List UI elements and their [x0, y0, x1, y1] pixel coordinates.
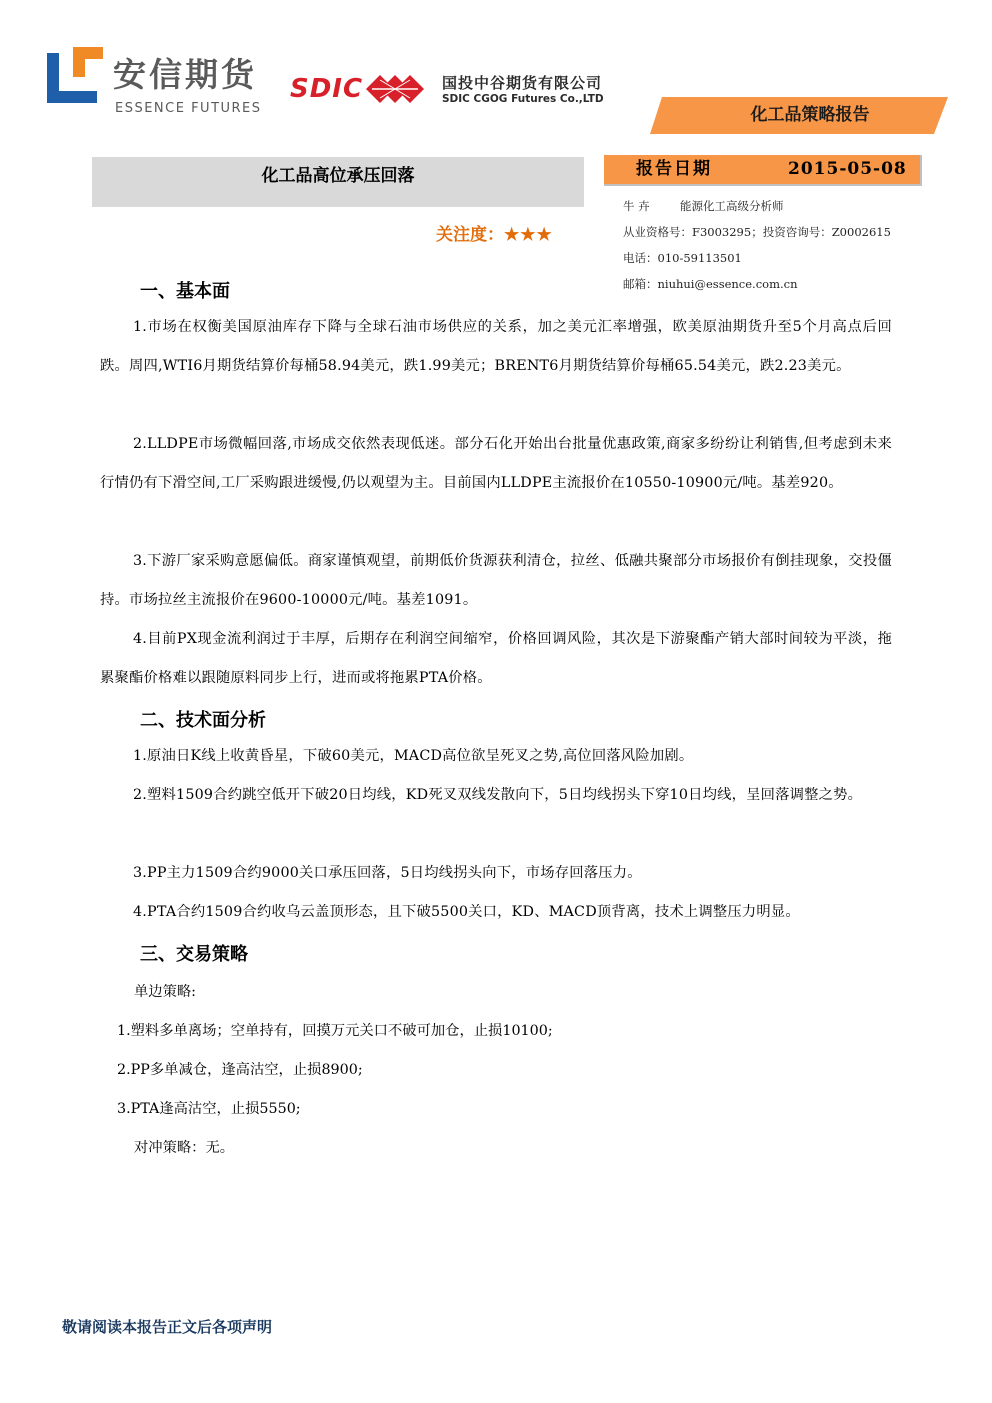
section-heading-technical: 二、技术面分析	[140, 710, 266, 731]
sdic-logo	[290, 72, 620, 112]
technical-paragraph-1	[100, 737, 892, 776]
technical-paragraph-2	[100, 776, 892, 815]
fundamentals-paragraph-4	[100, 620, 892, 698]
report-type-banner	[650, 97, 948, 134]
analyst-cert: 从业资格号：F3003295；投资咨询号：Z0002615	[623, 225, 891, 239]
attention-label: 关注度：	[436, 225, 504, 245]
report-date-label: 报告日期	[636, 159, 712, 179]
analyst-name: 牛 卉	[623, 199, 650, 213]
star-icon: ★★★	[504, 225, 553, 245]
strategy-item: 1.塑料多单离场；空单持有，回摸万元关口不破可加仓，止损10100;	[117, 1023, 553, 1039]
fundamentals-p3-text: 3.下游厂家采购意愿偏低。商家谨慎观望，前期低价货源获利清仓，拉丝、低融共聚部分市场报价有倒挂现象，交投僵持。市场拉丝主流报价在9600-10000元/吨。基差1091。	[100, 553, 892, 608]
single-strategy-label: 单边策略:	[134, 984, 197, 1000]
report-type-label: 化工品策略报告	[750, 105, 870, 125]
analyst-email: 邮箱：niuhui@essence.com.cn	[623, 277, 798, 291]
fundamentals-p4-text: 4.目前PX现金流利润过于丰厚，后期存在利润空间缩窄，价格回调风险，其次是下游聚酯产销大部时间较为平淡，拖累聚酯价格难以跟随原料同步上行，进而或将拖累PTA价格。	[100, 631, 892, 686]
section-heading-strategy: 三、交易策略	[140, 944, 248, 965]
hedge-strategy: 对冲策略：无。	[134, 1140, 235, 1156]
title-box	[92, 157, 584, 207]
sdic-company-cn: 国投中谷期货有限公司	[442, 74, 603, 92]
attention-rating	[436, 220, 553, 245]
strategy-item: 3.PTA逢高沽空，止损5550;	[117, 1101, 301, 1117]
sdic-company-en: SDIC CGOG Futures Co.,LTD	[442, 93, 604, 105]
strategy-item: 2.PP多单减仓，逢高沽空，止损8900;	[117, 1062, 363, 1078]
sdic-logo-word: SDIC	[290, 74, 364, 104]
sdic-diamond-icon	[366, 72, 424, 106]
report-date-bar	[604, 155, 922, 186]
footer-disclaimer: 敬请阅读本报告正文后各项声明	[62, 1318, 273, 1336]
analyst-title: 能源化工高级分析师	[680, 199, 784, 213]
technical-p4-text: 4.PTA合约1509合约收乌云盖顶形态，且下破5500关口，KD、MACD顶背离，技术上调整压力明显。	[133, 904, 800, 920]
essence-logo-en: ESSENCE FUTURES	[115, 101, 262, 116]
technical-p1-text: 1.原油日K线上收黄昏星，下破60美元，MACD高位欲呈死叉之势,高位回落风险加剧。	[133, 748, 694, 764]
fundamentals-p1-text: 1.市场在权衡美国原油库存下降与全球石油市场供应的关系，加之美元汇率增强，欧美原油期货升至5个月高点后回跌。周四,WTI6月期货结算价每桶58.94美元，跌1.99美元；BRENT6月期货结算价每桶65.54美元，跌2.23美元。	[100, 319, 892, 374]
essence-logo	[47, 47, 275, 119]
analyst-phone: 电话：010-59113501	[623, 251, 742, 265]
section-heading-fundamentals: 一、基本面	[140, 281, 230, 302]
essence-logo-mark-icon	[47, 47, 103, 103]
analyst-name-row	[623, 198, 784, 214]
report-date-value: 2015-05-08	[788, 159, 907, 179]
fundamentals-p2-text: 2.LLDPE市场微幅回落,市场成交依然表现低迷。部分石化开始出台批量优惠政策,商家多纷纷让利销售,但考虑到未来行情仍有下滑空间,工厂采购跟进缓慢,仍以观望为主。目前国内LLDPE主流报价在10550-10900元/吨。基差920。	[100, 436, 892, 491]
fundamentals-paragraph-1	[100, 308, 892, 386]
essence-logo-cn: 安信期货	[113, 55, 257, 94]
technical-paragraph-4	[100, 893, 892, 932]
technical-paragraph-3	[100, 854, 892, 893]
technical-p3-text: 3.PP主力1509合约9000关口承压回落，5日均线拐头向下，市场存回落压力。	[133, 865, 642, 881]
fundamentals-paragraph-2	[100, 425, 892, 503]
fundamentals-paragraph-3	[100, 542, 892, 620]
page-title: 化工品高位承压回落	[261, 166, 415, 186]
technical-p2-text: 2.塑料1509合约跳空低开下破20日均线，KD死叉双线发散向下，5日均线拐头下穿10日均线，呈回落调整之势。	[133, 787, 863, 803]
